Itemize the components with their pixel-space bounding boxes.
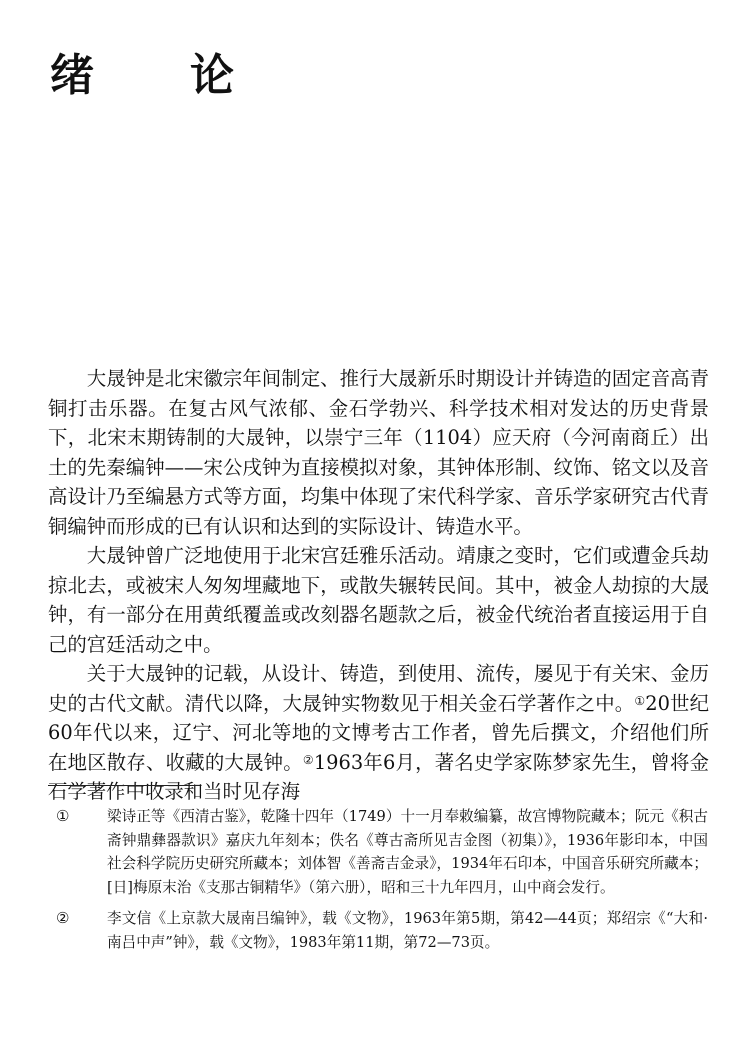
paragraph-2 (48, 541, 709, 659)
footnote-2 (56, 907, 708, 954)
footnote-reference[interactable]: ② (302, 752, 314, 767)
paragraph-text: 关于大晟钟的记载，从设计、铸造，到使用、流传，屡见于有关宋、金历史的古代文献。清代以降，大晟钟实物数见于相关金石学著作之中。 (48, 662, 709, 715)
footnote-1 (56, 805, 708, 899)
chapter-title: 绪 论 (50, 50, 260, 101)
paragraph-text: 1963年6月，著名史学家陈梦家先生，曾将金石学著作中收录和当时见存海 (48, 750, 710, 803)
paragraph-text: 20世纪60年代以来，辽宁、河北等地的文博考古工作者，曾先后撰文，介绍他们所在地区散存、收藏的大晟钟。 (48, 691, 709, 774)
paragraph-text: 大晟钟曾广泛地使用于北宋宫廷雅乐活动。靖康之变时，它们或遭金兵劫掠北去，或被宋人匆匆埋藏地下，或散失辗转民间。其中，被金人劫掠的大晟钟，有一部分在用黄纸覆盖或改刻器名题款之后，被金代统治者直接运用于自己的宫廷活动之中。 (48, 544, 709, 656)
footnote-divider (48, 785, 200, 786)
footnote-text: 梁诗正等《西清古鉴》，乾隆十四年（1749）十一月奉敕编纂，故宫博物院藏本；阮元《积古斋钟鼎彝器款识》嘉庆九年刻本；佚名《尊古斋所见吉金图（初集）》，1936年影印本，中国社会科学院历史研究所藏本；刘体智《善斋吉金录》，1934年石印本，中国音乐研究所藏本；[日]梅原末治《支那古铜精华》（第六册），昭和三十九年四月，山中商会发行。 (107, 808, 708, 896)
footnote-marker: ① (56, 807, 70, 825)
footnote-marker: ② (56, 909, 70, 927)
body-text (48, 364, 709, 807)
footnotes-section (56, 805, 708, 962)
paragraph-text: 大晟钟是北宋徽宗年间制定、推行大晟新乐时期设计并铸造的固定音高青铜打击乐器。在复古风气浓郁、金石学勃兴、科学技术相对发达的历史背景下，北宋末期铸制的大晟钟，以崇宁三年（1104）应天府（今河南商丘）出土的先秦编钟——宋公戌钟为直接模拟对象，其钟体形制、纹饰、铭文以及音高设计乃至编悬方式等方面，均集中体现了宋代科学家、音乐学家研究古代青铜编钟而形成的已有认识和达到的实际设计、铸造水平。 (48, 367, 709, 538)
footnote-reference[interactable]: ① (634, 693, 646, 708)
footnote-text: 李文信《上京款大晟南吕编钟》，载《文物》，1963年第5期，第42—44页；郑绍宗《“大和·南吕中声”钟》，载《文物》，1983年第11期，第72—73页。 (107, 910, 708, 951)
paragraph-1 (48, 364, 709, 541)
